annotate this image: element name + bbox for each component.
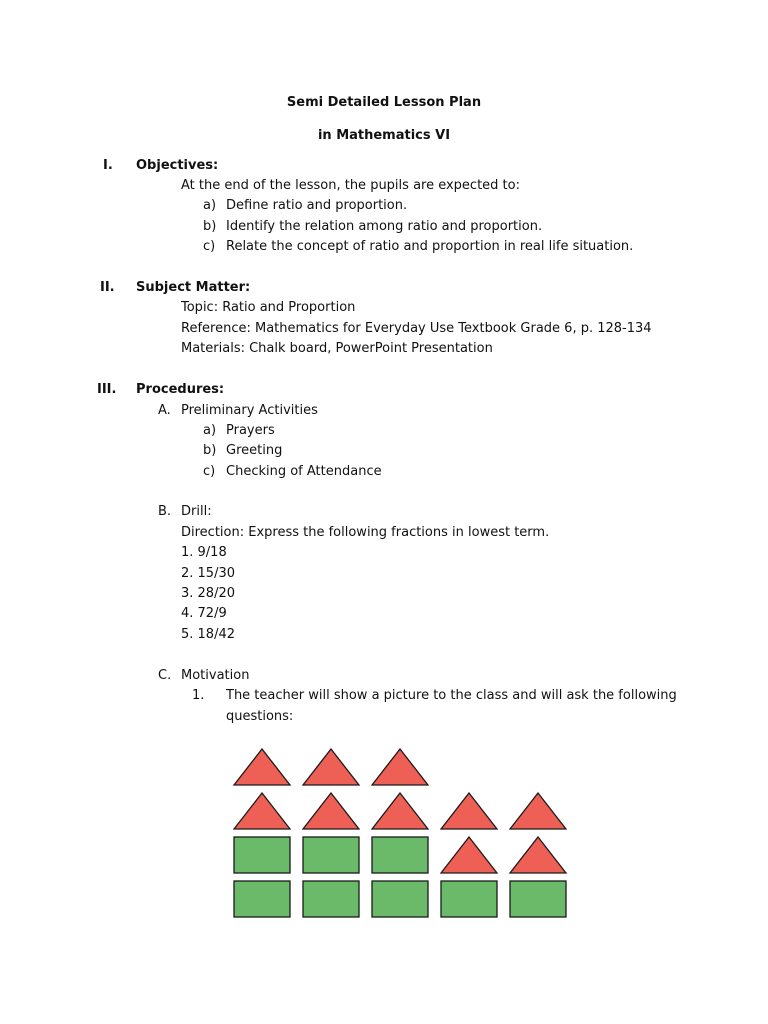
list-marker: c) bbox=[203, 464, 216, 479]
section-numeral-objectives: I. bbox=[103, 158, 113, 173]
drill-item: 5. 18/42 bbox=[181, 627, 235, 642]
drill-item: 3. 28/20 bbox=[181, 586, 235, 601]
red-triangle bbox=[371, 792, 429, 830]
list-item: Relate the concept of ratio and proportion in real life situation. bbox=[226, 239, 634, 254]
red-triangle bbox=[302, 792, 360, 830]
subsection-heading-preliminary: Preliminary Activities bbox=[181, 403, 318, 418]
green-square bbox=[371, 836, 429, 874]
list-marker: c) bbox=[203, 239, 216, 254]
list-marker: b) bbox=[203, 219, 217, 234]
red-triangle bbox=[302, 748, 360, 786]
list-item: Greeting bbox=[226, 443, 283, 458]
red-triangle bbox=[440, 836, 498, 874]
green-square bbox=[440, 880, 498, 918]
section-heading-procedures: Procedures: bbox=[136, 382, 225, 397]
drill-item: 4. 72/9 bbox=[181, 606, 227, 621]
section-heading-subject-matter: Subject Matter: bbox=[136, 280, 251, 295]
subsection-marker: A. bbox=[158, 403, 171, 418]
drill-item: 2. 15/30 bbox=[181, 566, 235, 581]
list-item: Checking of Attendance bbox=[226, 464, 382, 479]
red-triangle bbox=[371, 748, 429, 786]
subsection-heading-drill: Drill: bbox=[181, 504, 212, 519]
list-marker: a) bbox=[203, 198, 217, 213]
red-triangle bbox=[509, 792, 567, 830]
section-numeral-subject-matter: II. bbox=[100, 280, 115, 295]
drill-item: 1. 9/18 bbox=[181, 545, 227, 560]
section-numeral-procedures: III. bbox=[97, 382, 117, 397]
list-marker: b) bbox=[203, 443, 217, 458]
red-triangle bbox=[233, 748, 291, 786]
subsection-heading-motivation: Motivation bbox=[181, 668, 250, 683]
subject-topic: Topic: Ratio and Proportion bbox=[181, 300, 356, 315]
section-heading-objectives: Objectives: bbox=[136, 158, 219, 173]
list-item: Define ratio and proportion. bbox=[226, 198, 408, 213]
green-square bbox=[302, 880, 360, 918]
subsection-marker: C. bbox=[158, 668, 172, 683]
page-subtitle: in Mathematics VI bbox=[317, 128, 451, 143]
list-item: Identify the relation among ratio and proportion. bbox=[226, 219, 543, 234]
red-triangle bbox=[233, 792, 291, 830]
subsection-marker: B. bbox=[158, 504, 172, 519]
drill-direction: Direction: Express the following fractions in lowest term. bbox=[181, 525, 550, 540]
subject-reference: Reference: Mathematics for Everyday Use Textbook Grade 6, p. 128-134 bbox=[181, 321, 652, 336]
list-marker: a) bbox=[203, 423, 217, 438]
green-square bbox=[302, 836, 360, 874]
list-item: Prayers bbox=[226, 423, 275, 438]
green-square bbox=[233, 880, 291, 918]
red-triangle bbox=[440, 792, 498, 830]
green-square bbox=[509, 880, 567, 918]
motivation-item-line2: questions: bbox=[226, 709, 294, 724]
motivation-item-line1: The teacher will show a picture to the class and will ask the following bbox=[226, 688, 677, 703]
objectives-intro: At the end of the lesson, the pupils are expected to: bbox=[181, 178, 520, 193]
list-marker: 1. bbox=[192, 688, 205, 703]
red-triangle bbox=[509, 836, 567, 874]
green-square bbox=[233, 836, 291, 874]
subject-materials: Materials: Chalk board, PowerPoint Presentation bbox=[181, 341, 493, 356]
page-title: Semi Detailed Lesson Plan bbox=[286, 95, 482, 110]
green-square bbox=[371, 880, 429, 918]
